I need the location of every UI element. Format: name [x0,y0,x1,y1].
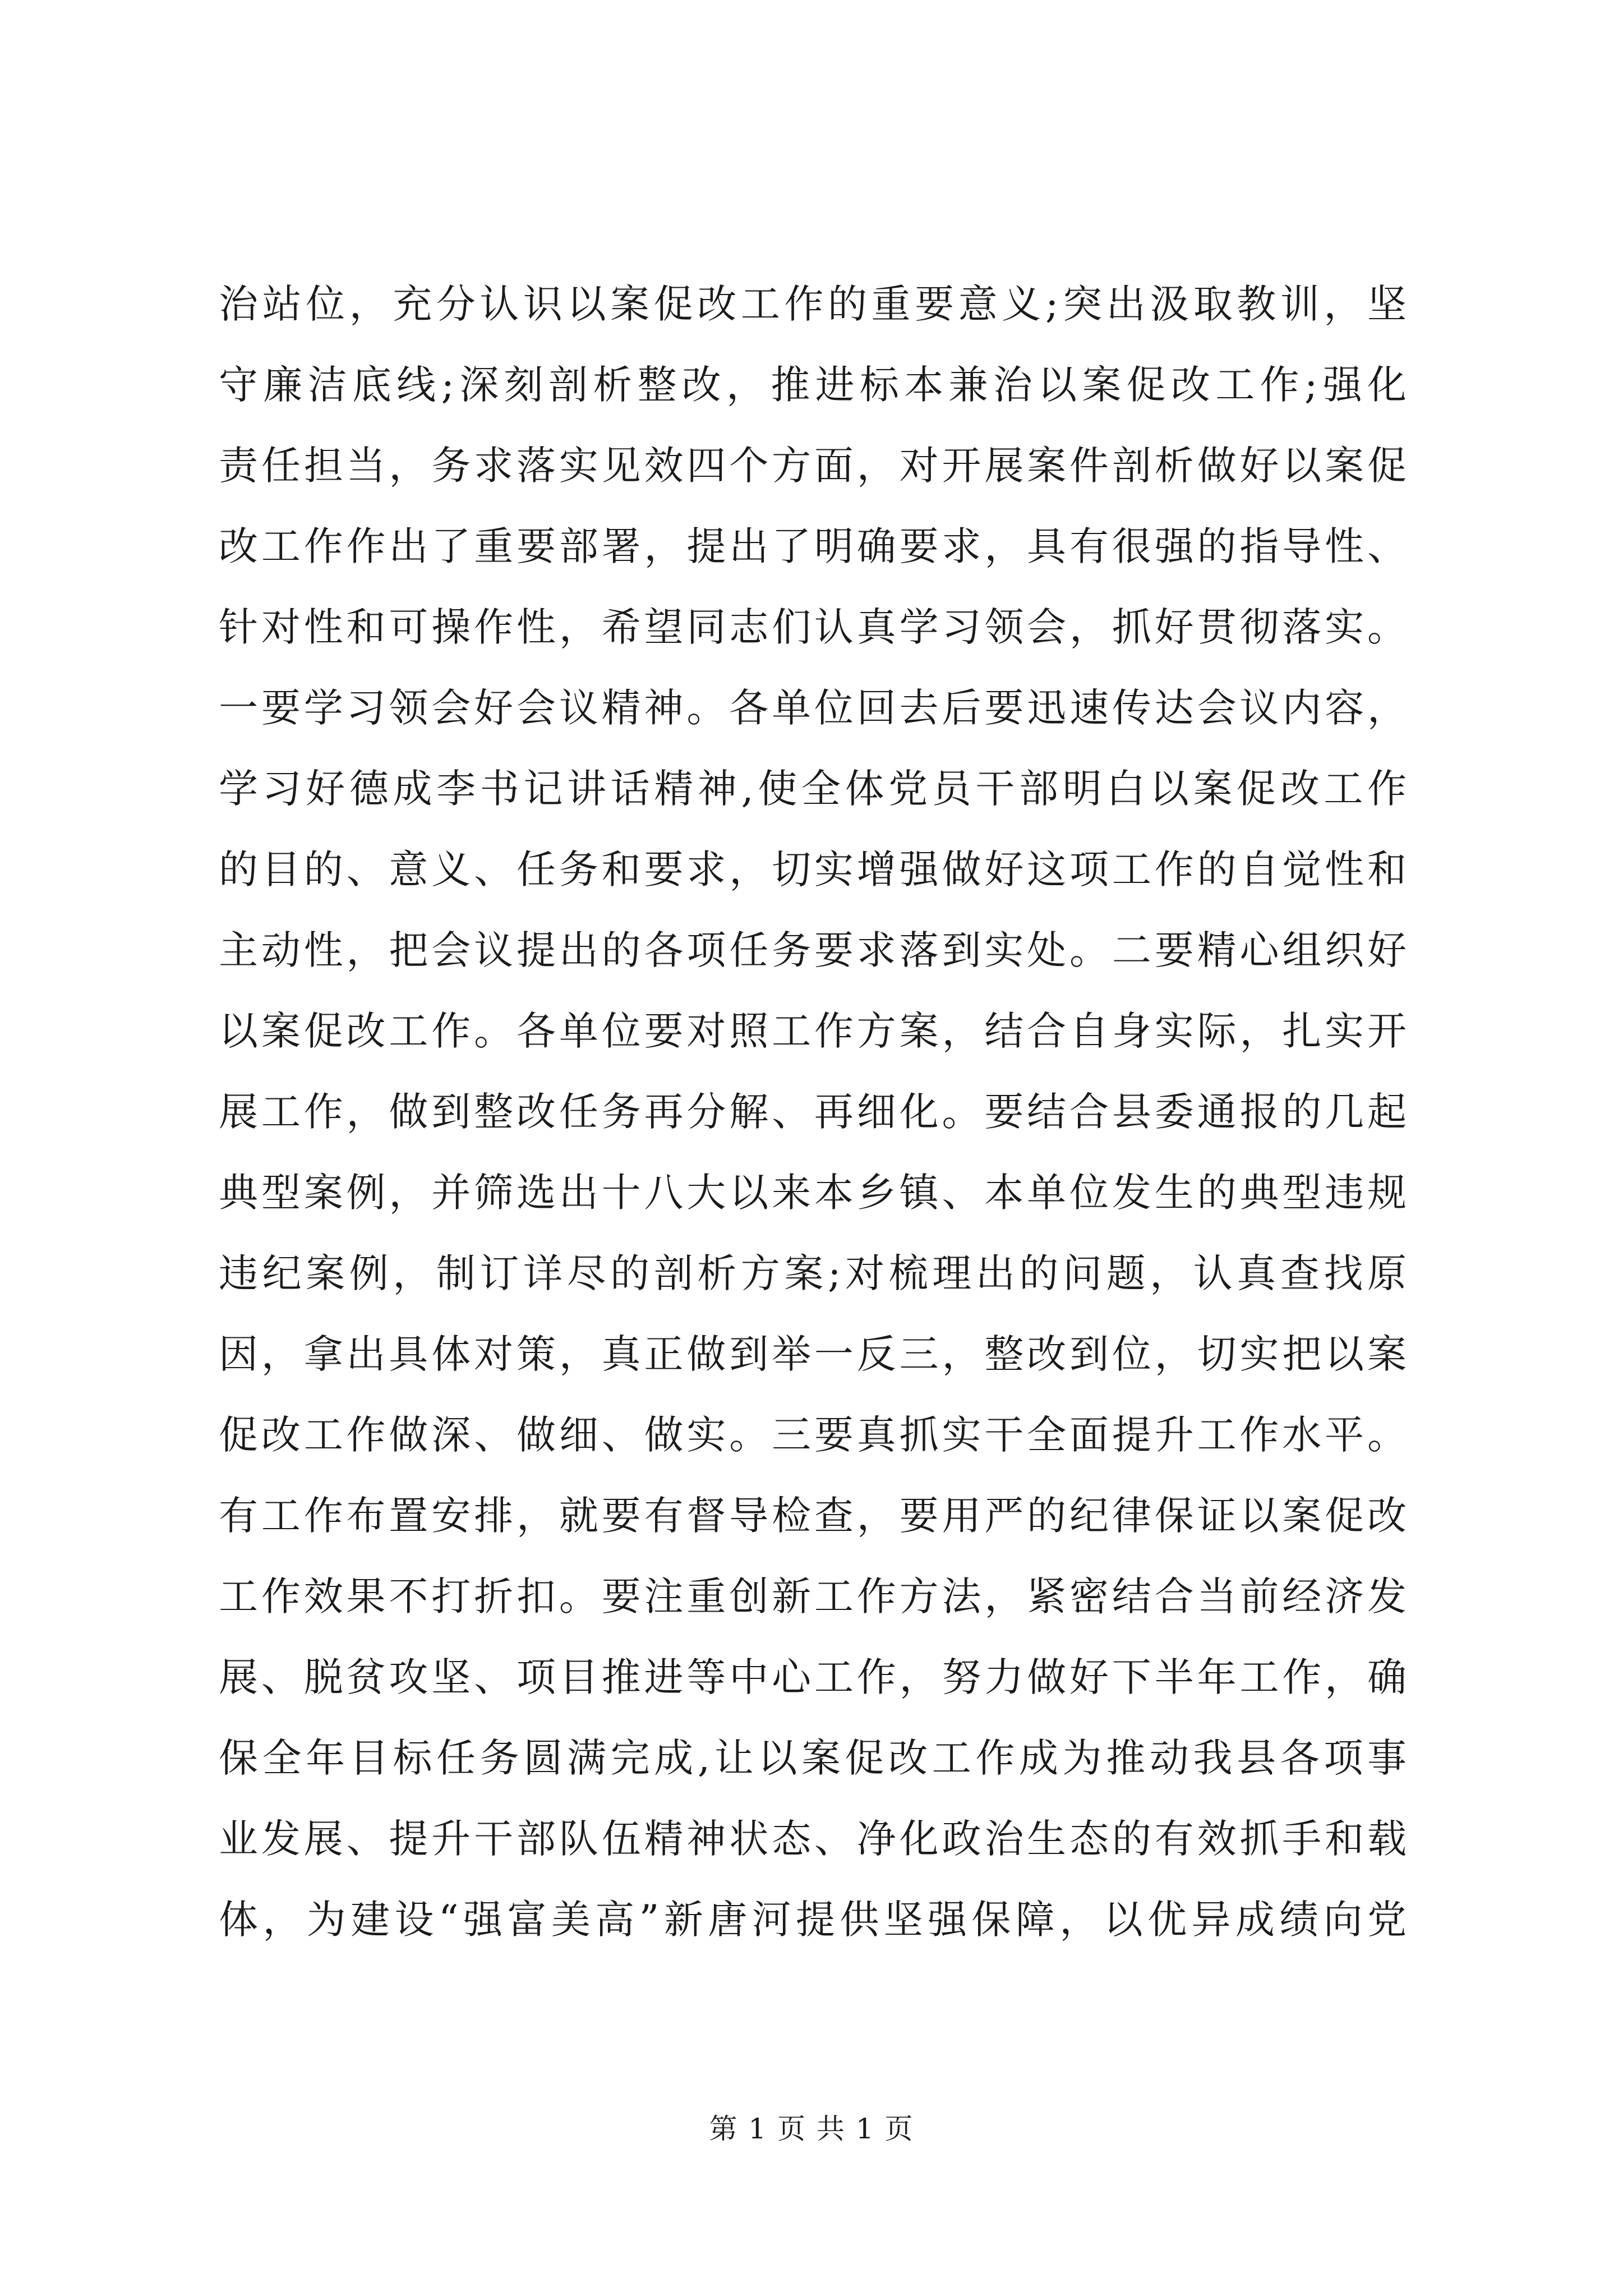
text-line: 有工作布置安排，就要有督导检查，要用严的纪律保证以案促改 [219,1493,1408,1539]
text-line: 守廉洁底线;深刻剖析整改，推进标本兼治以案促改工作;强化 [219,362,1408,408]
text-line: 典型案例，并筛选出十八大以来本乡镇、本单位发生的典型违规 [219,1170,1408,1216]
text-line: 业发展、提升干部队伍精神状态、净化政治生态的有效抓手和载 [219,1816,1408,1862]
text-line: 针对性和可操作性，希望同志们认真学习领会，抓好贯彻落实。 [219,604,1408,650]
text-line: 保全年目标任务圆满完成,让以案促改工作成为推动我县各项事 [219,1735,1408,1781]
text-line: 违纪案例，制订详尽的剖析方案;对梳理出的问题，认真查找原 [219,1250,1408,1296]
text-line: 工作效果不打折扣。要注重创新工作方法，紧密结合当前经济发 [219,1573,1408,1619]
body-text [219,264,1408,1960]
text-line: 因，拿出具体对策，真正做到举一反三，整改到位，切实把以案 [219,1331,1408,1377]
text-line: 一要学习领会好会议精神。各单位回去后要迅速传达会议内容， [219,685,1408,731]
text-line: 主动性，把会议提出的各项任务要求落到实处。二要精心组织好 [219,927,1408,973]
text-line: 改工作作出了重要部署，提出了明确要求，具有很强的指导性、 [219,523,1408,569]
text-line: 展、脱贫攻坚、项目推进等中心工作，努力做好下半年工作，确 [219,1654,1408,1700]
text-line: 学习好德成李书记讲话精神,使全体党员干部明白以案促改工作 [219,766,1408,812]
text-line: 的目的、意义、任务和要求，切实增强做好这项工作的自觉性和 [219,846,1408,892]
text-line: 治站位，充分认识以案促改工作的重要意义;突出汲取教训，坚 [219,281,1408,327]
text-line: 以案促改工作。各单位要对照工作方案，结合自身实际，扎实开 [219,1008,1408,1054]
text-line: 责任担当，务求落实见效四个方面，对开展案件剖析做好以案促 [219,443,1408,489]
text-line: 展工作，做到整改任务再分解、再细化。要结合县委通报的几起 [219,1089,1408,1135]
text-line: 促改工作做深、做细、做实。三要真抓实干全面提升工作水平。 [219,1412,1408,1458]
text-line: 体，为建设“强富美高”新唐河提供坚强保障，以优异成绩向党 [219,1897,1408,1943]
page-footer: 第 1 页 共 1 页 [709,2113,914,2145]
